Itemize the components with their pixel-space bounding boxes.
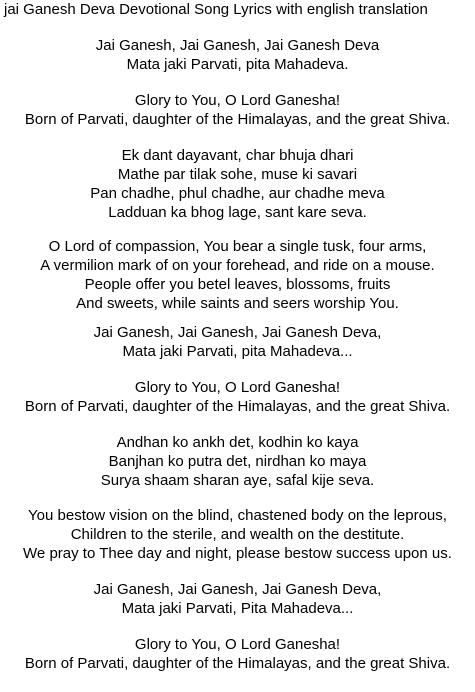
lyric-line: Born of Parvati, daughter of the Himalayas, and the great Shiva.: [24, 111, 451, 128]
lyric-line: Mata jaki Parvati, Pita Mahadeva...: [121, 600, 354, 617]
lyric-line: Andhan ko ankh det, kodhin ko kaya: [116, 434, 359, 451]
lyric-line: Glory to You, O Lord Ganesha!: [134, 636, 341, 653]
stanza-1: [0, 36, 475, 74]
stanza-7: [0, 433, 475, 490]
lyric-line: Born of Parvati, daughter of the Himalayas, and the great Shiva.: [24, 655, 451, 672]
stanza-9: [0, 580, 475, 618]
lyric-line: Banjhan ko putra det, nirdhan ko maya: [108, 453, 367, 470]
lyric-line: Glory to You, O Lord Ganesha!: [134, 92, 341, 109]
lyric-line: We pray to Thee day and night, please bestow success upon us.: [23, 545, 452, 562]
lyric-line: Ek dant dayavant, char bhuja dhari: [121, 147, 354, 164]
lyric-line: Pan chadhe, phul chadhe, aur chadhe meva: [90, 185, 385, 202]
lyric-line: Mata jaki Parvati, pita Mahadeva.: [126, 56, 349, 73]
lyric-line: Mata jaki Parvati, pita Mahadeva...: [122, 343, 353, 360]
lyric-line: And sweets, while saints and seers worship You.: [76, 295, 399, 312]
lyric-line: A vermilion mark of on your forehead, and ride on a mouse.: [40, 257, 435, 274]
lyric-line: Jai Ganesh, Jai Ganesh, Jai Ganesh Deva: [95, 37, 380, 54]
stanza-8: [0, 506, 475, 563]
document-title: jai Ganesh Deva Devotional Song Lyrics with english translation: [4, 1, 428, 18]
lyric-line: Jai Ganesh, Jai Ganesh, Jai Ganesh Deva,: [93, 324, 382, 341]
lyric-line: Surya shaam sharan aye, safal kije seva.: [100, 472, 375, 489]
lyric-line: O Lord of compassion, You bear a single tusk, four arms,: [48, 238, 427, 255]
stanza-6: [0, 378, 475, 416]
lyric-line: Glory to You, O Lord Ganesha!: [134, 379, 341, 396]
stanza-2: [0, 91, 475, 129]
lyric-line: You bestow vision on the blind, chastened body on the leprous,: [28, 507, 447, 524]
stanza-3: [0, 146, 475, 222]
lyric-line: Born of Parvati, daughter of the Himalayas, and the great Shiva.: [24, 398, 451, 415]
stanza-10: [0, 635, 475, 673]
lyric-line: Jai Ganesh, Jai Ganesh, Jai Ganesh Deva,: [93, 581, 382, 598]
lyric-line: People offer you betel leaves, blossoms, fruits: [84, 276, 391, 293]
stanza-4: [0, 237, 475, 313]
stanza-5: [0, 323, 475, 361]
lyric-line: Children to the sterile, and wealth on the destitute.: [70, 526, 405, 543]
lyric-line: Mathe par tilak sohe, muse ki savari: [117, 166, 358, 183]
lyric-line: Ladduan ka bhog lage, sant kare seva.: [108, 204, 367, 221]
